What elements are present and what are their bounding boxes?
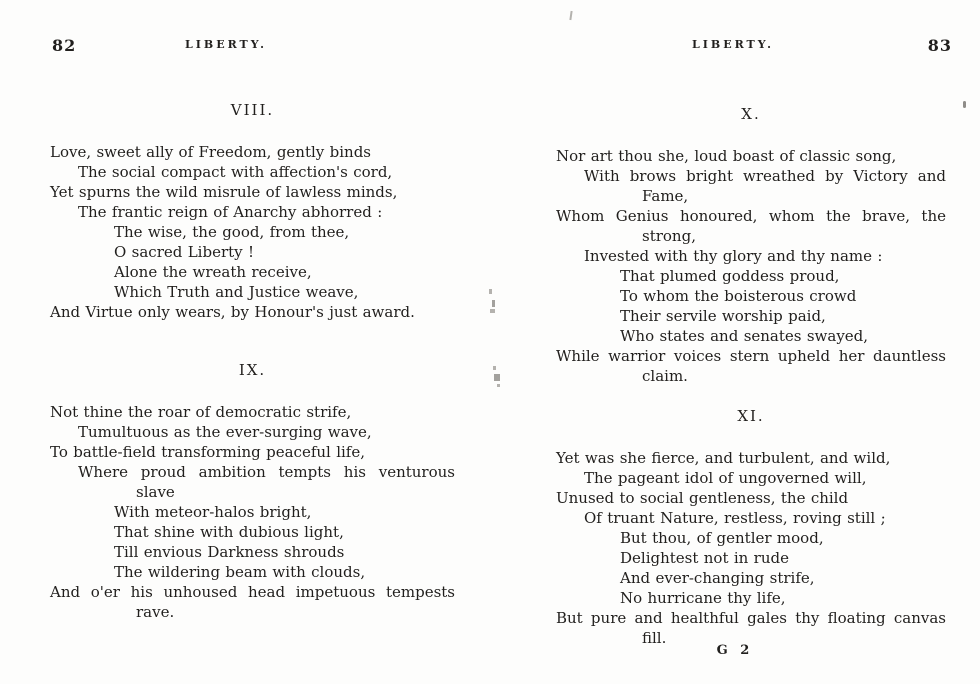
poem-line: Yet was she fierce, and turbulent, and wild, <box>556 449 891 467</box>
printer-signature-mark: G 2 <box>716 643 754 658</box>
scan-artifact <box>493 366 496 370</box>
poem-line: The frantic reign of Anarchy abhorred : <box>78 203 383 221</box>
stanza-heading: VIII. <box>230 101 275 119</box>
page-header <box>490 38 980 58</box>
page-number: 82 <box>52 36 77 55</box>
poem-line: Where proud ambition tempts his venturous <box>78 463 455 481</box>
poem-line: slave <box>136 483 175 501</box>
poem-line: fill. <box>642 629 667 647</box>
page-83 <box>490 0 980 684</box>
poem-line: The wildering beam with clouds, <box>114 563 366 581</box>
poem-line: And ever-changing strife, <box>620 569 815 587</box>
poem-line: The wise, the good, from thee, <box>114 223 350 241</box>
poem-line: Till envious Darkness shrouds <box>114 543 345 561</box>
poem-line: And Virtue only wears, by Honour's just award. <box>50 303 415 321</box>
scan-artifact <box>490 309 495 313</box>
poem-line: claim. <box>642 367 688 385</box>
poem-line: Of truant Nature, restless, roving still ; <box>584 509 886 527</box>
poem-line: But thou, of gentler mood, <box>620 529 824 547</box>
scan-artifact <box>492 300 495 307</box>
page-number: 83 <box>927 36 952 55</box>
poem-line: Unused to social gentleness, the child <box>556 489 849 507</box>
poem-line: With meteor-halos bright, <box>114 503 312 521</box>
poem-line: Fame, <box>642 187 689 205</box>
stanza-ix <box>50 360 455 622</box>
poem-line: With brows bright wreathed by Victory and <box>584 167 946 185</box>
poem-line: Who states and senates swayed, <box>620 327 869 345</box>
poem-line: strong, <box>642 227 696 245</box>
poem-line: To whom the boisterous crowd <box>620 287 857 305</box>
poem-line: And o'er his unhoused head impetuous tempests <box>50 583 455 601</box>
stanza-viii <box>50 100 455 322</box>
poem-line: The pageant idol of ungoverned will, <box>584 469 867 487</box>
poem-line: Invested with thy glory and thy name : <box>584 247 883 265</box>
poem-line: To battle-field transforming peaceful life, <box>50 443 366 461</box>
poem-line: Not thine the roar of democratic strife, <box>50 403 352 421</box>
poem-line: No hurricane thy life, <box>620 589 786 607</box>
poem-line: rave. <box>136 603 175 621</box>
scan-artifact <box>497 384 500 387</box>
running-head: LIBERTY. <box>185 38 267 51</box>
page-header <box>0 38 490 58</box>
stanza-heading: IX. <box>238 361 267 379</box>
poem-line: But pure and healthful gales thy floating canvas <box>556 609 946 627</box>
poem-line: O sacred Liberty ! <box>114 243 255 261</box>
poem-line: While warrior voices stern upheld her dauntless <box>556 347 946 365</box>
scan-artifact <box>494 374 500 381</box>
stanza-xi <box>556 406 946 648</box>
poem-line: Nor art thou she, loud boast of classic song, <box>556 147 897 165</box>
stanza-heading: X. <box>741 105 761 123</box>
poem-line: Yet spurns the wild misrule of lawless minds, <box>50 183 398 201</box>
poem-line: Whom Genius honoured, whom the brave, the <box>556 207 946 225</box>
stanza-x <box>556 104 946 386</box>
running-head: LIBERTY. <box>692 38 774 51</box>
poem-line: That plumed goddess proud, <box>620 267 840 285</box>
scan-artifact <box>963 101 966 108</box>
poem-line: Delightest not in rude <box>620 549 789 567</box>
poem-line: Love, sweet ally of Freedom, gently binds <box>50 143 371 161</box>
stanza-heading: XI. <box>737 407 765 425</box>
poem-line: Which Truth and Justice weave, <box>114 283 359 301</box>
poem-line: The social compact with affection's cord, <box>78 163 393 181</box>
poem-line: Their servile worship paid, <box>620 307 826 325</box>
scan-artifact <box>489 289 492 294</box>
poem-line: That shine with dubious light, <box>114 523 344 541</box>
poem-line: Alone the wreath receive, <box>114 263 312 281</box>
poem-line: Tumultuous as the ever-surging wave, <box>78 423 372 441</box>
